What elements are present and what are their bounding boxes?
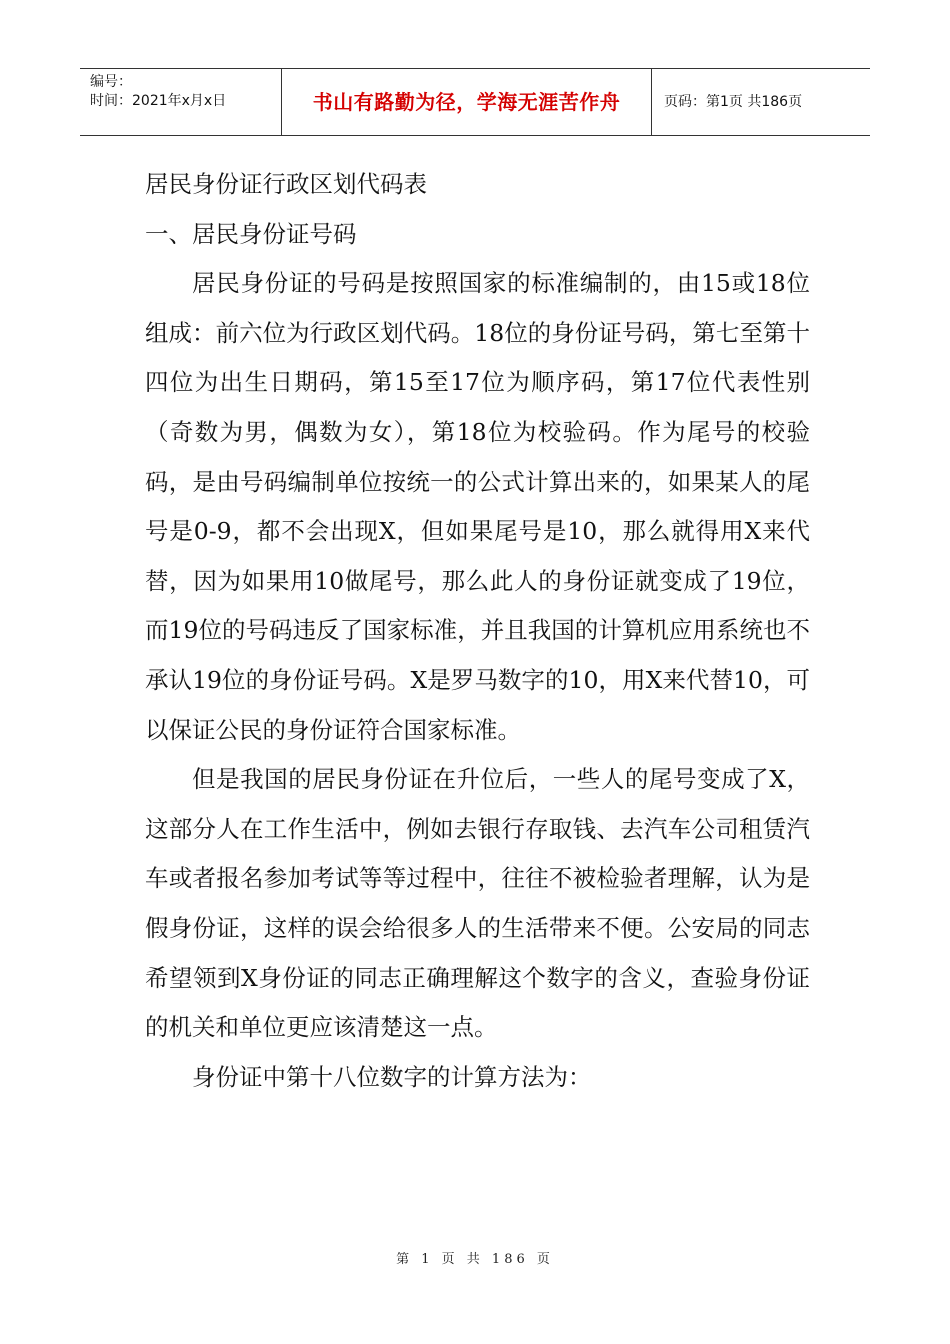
body-paragraph: 但是我国的居民身份证在升位后，一些人的尾号变成了X，这部分人在工作生活中，例如去银行存取钱、去汽车公司租赁汽车或者报名参加考试等等过程中，往往不被检验者理解，认为是假身份证，这样的误会给很多人的生活带来不便。公安局的同志希望领到X身份证的同志正确理解这个数字的含义，查验身份证的机关和单位更应该清楚这一点。 [145,765,810,1042]
body-paragraph: 居民身份证的号码是按照国家的标准编制的，由15或18位组成：前六位为行政区划代码。18位的身份证号码，第七至第十四位为出生日期码，第15至17位为顺序码，第17位代表性别（奇数为男，偶数为女），第18位为校验码。作为尾号的校验码，是由号码编制单位按统一的公式计算出来的，如果某人的尾号是0-9，都不会出现X，但如果尾号是10，那么就得用X来代替，因为如果用10做尾号，那么此人的身份证就变成了19位，而19位的号码违反了国家标准，并且我国的计算机应用系统也不承认19位的身份证号码。Ⅹ是罗马数字的10，用X来代替10，可以保证公民的身份证符合国家标准。 [145,269,810,744]
document-body [145,160,810,1102]
document-time-label: 时间：2021年x月x日 [90,93,227,109]
header-motto: 书山有路勤为径，学海无涯苦作舟 [282,69,652,135]
page-footer: 第 1 页 共 186 页 [396,1252,554,1267]
document-title: 居民身份证行政区划代码表 [145,170,427,198]
header-meta-cell [80,69,282,135]
header-page-info: 页码：第1页 共186页 [664,94,803,110]
document-number-label: 编号： [90,74,132,90]
body-paragraph: 身份证中第十八位数字的计算方法为： [192,1062,592,1091]
page-header [80,68,870,136]
section-heading: 一、居民身份证号码 [145,219,357,248]
